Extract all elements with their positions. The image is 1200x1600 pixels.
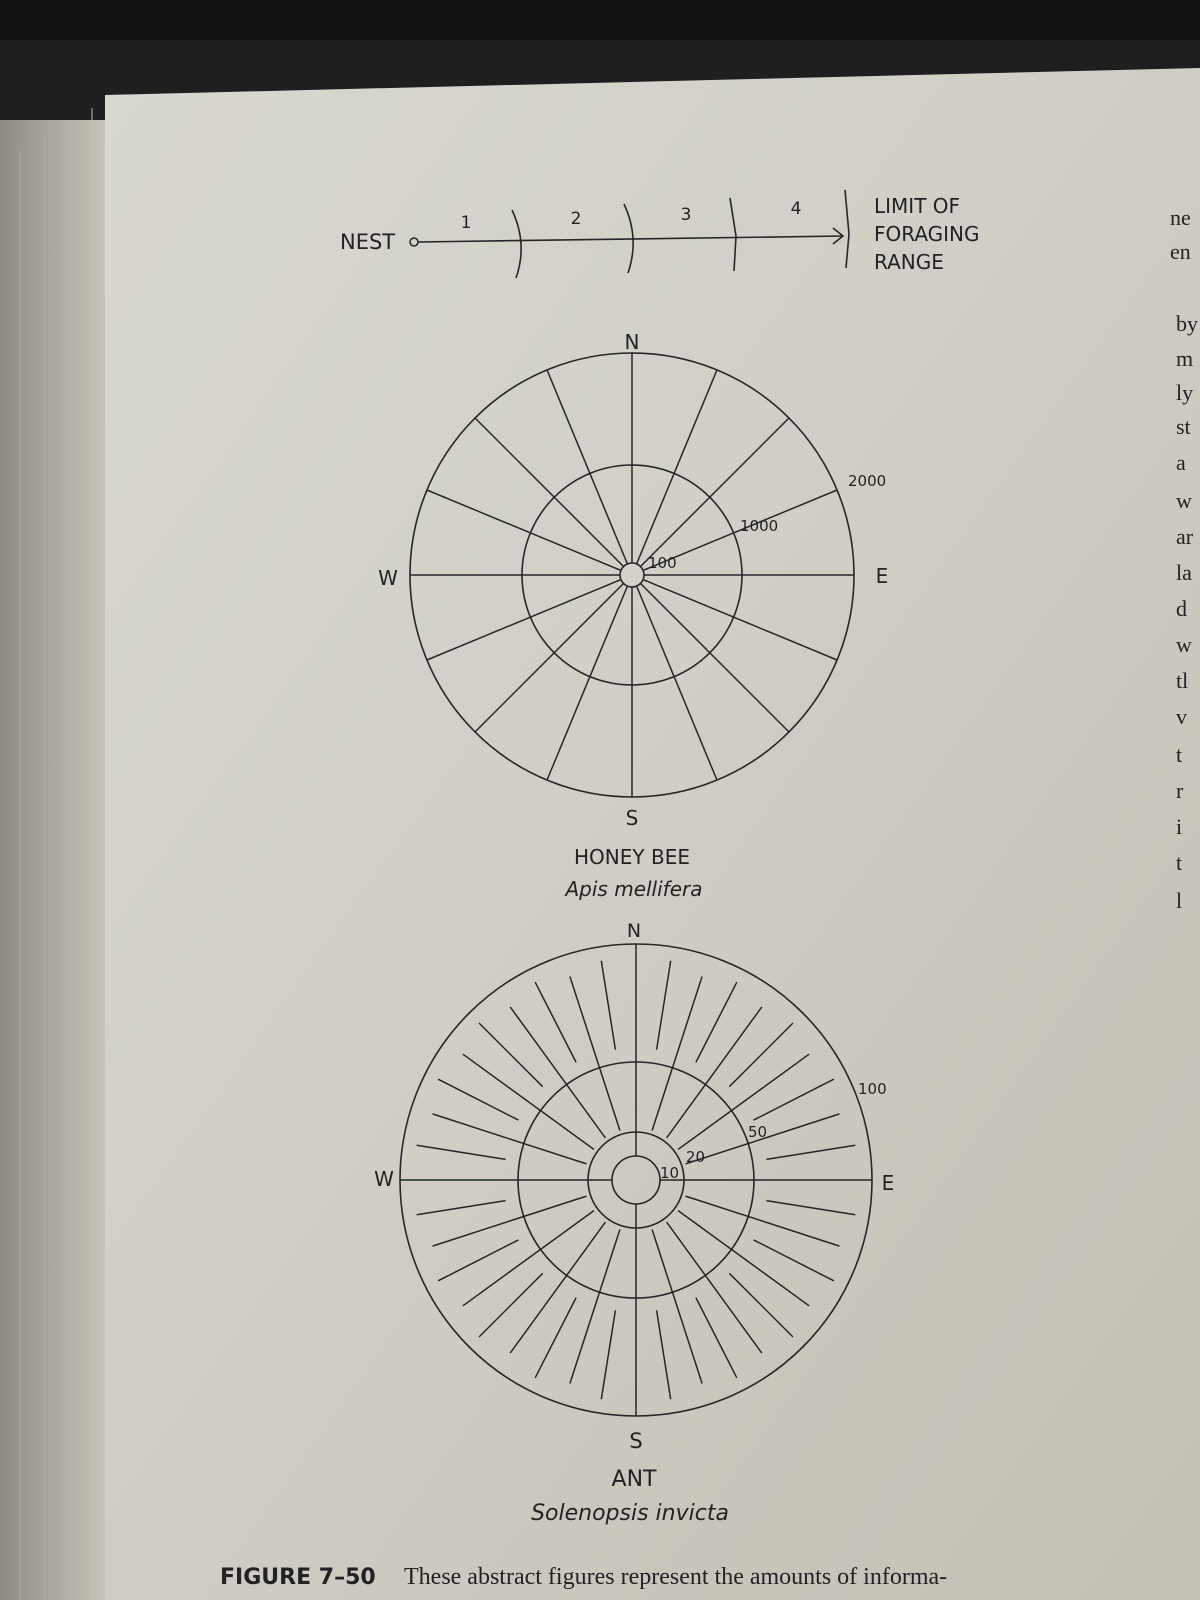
bee-west-label: W: [378, 566, 398, 590]
caption-label: FIGURE 7–50: [220, 1565, 376, 1590]
right-column-fragment: a: [1176, 450, 1186, 475]
right-column-fragment: ne: [1170, 205, 1191, 230]
bee-east-label: E: [875, 564, 889, 588]
right-column-fragment: ly: [1176, 380, 1194, 405]
ant-west-label: W: [374, 1167, 394, 1191]
right-column-fragment: i: [1176, 814, 1183, 839]
limit-label-line-1: LIMIT OF: [874, 194, 961, 218]
ant-species-name: Solenopsis invicta: [531, 1501, 729, 1526]
page-paper: [105, 68, 1200, 1600]
right-column-fragment: st: [1176, 414, 1191, 439]
bee-ring-label-100: 100: [648, 554, 677, 572]
right-column-fragment: t: [1176, 850, 1183, 875]
right-column-fragment: by: [1176, 311, 1198, 336]
page-stack-edge: [0, 120, 110, 1600]
ant-north-label: N: [626, 920, 642, 942]
bee-ring-100: [620, 563, 644, 587]
figure-caption: [220, 1564, 947, 1590]
limit-label-line-3: RANGE: [874, 250, 944, 274]
right-column-fragment: m: [1176, 346, 1194, 371]
nest-label: NEST: [340, 230, 396, 254]
bee-common-name: HONEY BEE: [574, 845, 690, 869]
right-column-fragment: r: [1176, 778, 1184, 803]
top-shadow: [0, 0, 1200, 40]
ant-south-label: S: [629, 1429, 643, 1453]
right-column-fragment: d: [1176, 596, 1187, 621]
range-segment-1: 1: [460, 213, 472, 233]
bee-south-label: S: [625, 806, 639, 830]
range-segment-3: 3: [680, 205, 692, 225]
bee-ring-label-2000: 2000: [848, 472, 887, 490]
caption-text: These abstract figures represent the amounts of informa-: [404, 1564, 948, 1590]
right-column-fragment: ar: [1176, 524, 1194, 549]
bee-species-name: Apis mellifera: [565, 877, 703, 901]
ant-ring-label-20: 20: [686, 1148, 706, 1166]
right-column-fragment: w: [1176, 488, 1192, 513]
ant-ring-label-10: 10: [660, 1164, 680, 1182]
range-segment-4: 4: [790, 199, 802, 219]
right-column-fragment: t: [1176, 742, 1183, 767]
ant-ring-label-100: 100: [858, 1080, 887, 1098]
right-column-fragment: la: [1176, 560, 1192, 585]
range-segment-2: 2: [570, 209, 582, 229]
ant-east-label: E: [881, 1171, 895, 1195]
right-column-fragment: w: [1176, 632, 1192, 657]
right-column-fragment: tl: [1176, 668, 1189, 693]
right-column-fragment: l: [1176, 888, 1183, 913]
ant-ring-label-50: 50: [748, 1123, 768, 1141]
right-column-fragment: en: [1170, 239, 1191, 264]
ant-common-name: ANT: [611, 1467, 657, 1492]
bee-north-label: N: [624, 330, 640, 354]
limit-label-line-2: FORAGING: [874, 222, 980, 246]
bee-ring-label-1000: 1000: [740, 517, 779, 535]
right-column-fragment: v: [1176, 704, 1187, 729]
